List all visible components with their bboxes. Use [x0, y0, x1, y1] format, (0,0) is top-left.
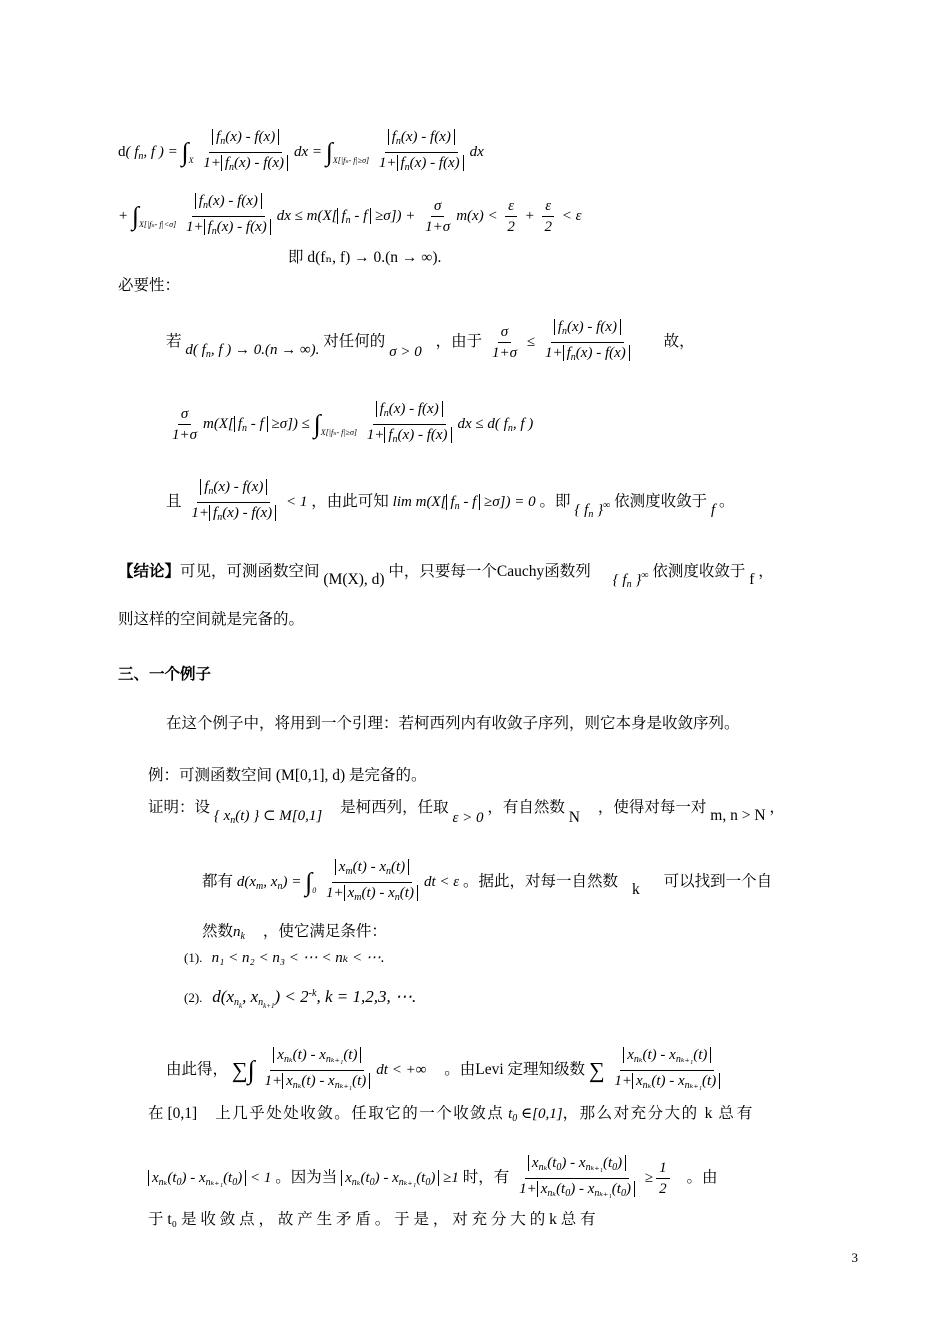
necessity-therefore: 故，	[663, 333, 695, 351]
proof-mn: m, n > N	[710, 807, 766, 824]
proof-cauchy: 是柯西列，任取	[340, 799, 449, 816]
due-to: 。由	[686, 1169, 718, 1187]
necessity-prefix: 若	[166, 333, 182, 351]
conclusion-line-1: 【结论】可见，可测函数空间 (M(X), d) 中，只要每一个Cauchy函数列 { $f_n$ }∞ 依测度收敛于 f ，	[118, 563, 774, 590]
proof-natural: ，有自然数	[487, 799, 565, 816]
then-have: 时，有	[462, 1169, 510, 1187]
proof-comma: ，	[769, 799, 785, 816]
necessity-line-1: 若 d( $f_n$, f ) → 0.(n → ∞). 对任何的 σ > 0 ，由于 $\frac{\sigma}{1+\sigma}$ ≤ $\frac{f_n(x) - f(x)}{1+ f_n(x) - f(x)}$ 故，	[166, 319, 695, 363]
converges-in-measure: 依测度收敛于	[614, 493, 708, 511]
sufficiency-result: 即 d(fₙ, f) → 0.(n → ∞).	[288, 249, 442, 266]
necessity-heading: 必要性：	[118, 277, 181, 294]
for-large: ，那么对充分大的	[562, 1105, 699, 1122]
page-number: 3	[851, 1250, 858, 1265]
necessity-line-3: 且 $\frac{f_n(x) - f(x)}{1+ f_n(x) - f(x)}$ < 1 ，由此可知 lim m(X[ $f_n - f \ge\sigma]) = 0$ 。即 { $f_n$ }∞ 依测度收敛于 f 。	[166, 479, 735, 523]
condition-1	[184, 948, 385, 968]
that-is: 。即	[539, 493, 571, 511]
condition-2-label: (2).	[184, 990, 203, 1005]
equation-distance-split: d( $f_n$, f ) = $\int_X$ $\frac{f_n(x) - f(x)}{1+ f_n(x) - f(x)}$ dx = $\int_{X[|f_n- f|\ge\sigma]}$ $\frac{f_n(x) - f(x)}{1+ f_n(x) - f(x)}$ dx	[118, 129, 484, 173]
necessity-for-any: 对任何的	[323, 333, 386, 351]
proof-line-5: 在 [0,1] 上几乎处处收敛。任取它的一个收敛点 $t_0$ ∈[0,1]，那么对充分大的 k 总有	[148, 1105, 756, 1124]
proof-line-4: 由此得， ∑∫ $\frac{x_{n_k}(t) - x_{n_{k+1}}(t)}{1+ x_{n_k}(t) - x_{n_{k+1}}(t)}$ dt < +∞ 。由Levi 定理知级数 ∑ $\frac{x_{n_k}(t) - x_{n_{k+1}}(t)}{1+ x_{n_k}(t) - x_{n_{k+1}}(t)}$	[166, 1046, 726, 1095]
proof-line-2: 都有 $d(x_m$, $x_n) = \int_0$ $\frac{x_m(t) - x_n(t)}{1+ x_m(t) - x_n(t)}$ dt < ε 。据此，对每一自然数 k 可以找到一个自	[202, 859, 773, 903]
interval: [0,1]	[167, 1105, 198, 1122]
necessity-because: ，由于	[435, 333, 483, 351]
section-heading: 三、一个例子	[118, 666, 212, 683]
conclusion-f: f	[749, 571, 755, 588]
and-prefix: 且	[166, 493, 182, 511]
condition-1-text: n₁ < n₂ < n₃ < ⋯ < nₖ < ⋯.	[211, 950, 385, 966]
lemma-intro: 在这个例子中，将用到一个引理：若柯西列内有收敛子序列，则它本身是收敛序列。	[166, 715, 740, 732]
proof-line-6: $x_{n_k}(t_0) - x_{n_{k+1}}(t_0) < 1$ 。因为当 $x_{n_k}(t_0) - x_{n_{k+1}}(t_0) \ge 1$ 时，有 $\frac{x_{n_k}(t_0) - x_{n_{k+1}}(t_0)}{1+ x_{n_k}(t_0) - x_{n_{k+1}}(t_0)}$ ≥ $\frac{1}{2}$ 。由	[148, 1154, 717, 1203]
condition-2: (2). $d(x_{n_k}$, $x_{n_{k+1}}) < 2^{-k}$, k = 1,2,3, ⋯.	[184, 987, 417, 1010]
accordingly: 。据此，对每一自然数	[463, 872, 619, 890]
at: 在	[148, 1105, 164, 1122]
conclusion-line-2: 则这样的空间就是完备的。	[118, 611, 305, 628]
because-when: 。因为当	[275, 1169, 338, 1187]
conclusion-label: 【结论】	[118, 563, 181, 580]
conclusion-space: (M(X), d)	[323, 571, 385, 588]
satisfy-conditions: ，使它满足条件：	[262, 923, 387, 940]
k-var: k	[631, 880, 640, 898]
proof-prefix: 证明：设	[148, 799, 211, 816]
can-find: 可以找到一个自	[663, 872, 773, 890]
period: 。	[719, 493, 735, 511]
proof-line-7: 于 t₀ 是 收 敛 点 ， 故 产 生 矛 盾 。 于 是 ， 对 充 分 大 的 k 总 有	[148, 1211, 596, 1228]
condition-2-tail: , k = 1,2,3, ⋯.	[316, 987, 417, 1006]
conclusion-comma: ，	[758, 563, 774, 580]
hence-known: ，由此可知	[311, 493, 389, 511]
natural-number: 然数	[202, 923, 234, 940]
k-var-2: k	[704, 1105, 713, 1122]
always-have: 总有	[718, 1105, 756, 1122]
condition-1-label: (1).	[184, 950, 203, 965]
levi-theorem: 。由Levi 定理知级数	[444, 1060, 586, 1078]
hence-derived: 由此得，	[166, 1060, 229, 1078]
proof-line-3: 然数$n_k$ ，使它满足条件：	[202, 923, 387, 942]
all-have: 都有	[202, 872, 234, 890]
conclusion-text-2: 中，只要每一个Cauchy函数列	[388, 563, 591, 580]
proof-N: N	[568, 809, 580, 826]
proof-line-1: 证明：设 { $x_n(t)$ } ⊂ M[0,1] 是柯西列，任取 ε > 0 ，有自然数 N ，使得对每一对 m, n > N ，	[148, 799, 785, 826]
conclusion-text-1: 可见，可测函数空间	[180, 563, 320, 580]
proof-each-pair: ，使得对每一对	[597, 799, 707, 816]
equation-distance-bound: + $\int_{X[|f_n- f|<\sigma]}$ $\frac{f_n(x) - f(x)}{1+ f_n(x) - f(x)}$ dx ≤ m(X[ $f_n - f \ge\sigma$]) + $\frac{\sigma}{1+\sigma}$ m(x) < $\frac{\varepsilon}{2}$ + $\frac{\varepsilon}{2}$ < ε	[118, 193, 582, 237]
example-statement: 例：可测函数空间 (M[0,1], d) 是完备的。	[148, 767, 427, 784]
necessity-inequality: $\frac{\sigma}{1+\sigma}$ m(X[ $f_n - f \ge\sigma]) \le \int_{X[|f_n- f|\ge\sigma]}$ $\frac{f_n(x) - f(x)}{1+ f_n(x) - f(x)}$ dx ≤ d( $f_n$, f )	[172, 401, 534, 445]
ae-converges: 上几乎处处收敛。任取它的一个收敛点	[215, 1105, 505, 1122]
conclusion-text-3: 依测度收敛于	[652, 563, 746, 580]
